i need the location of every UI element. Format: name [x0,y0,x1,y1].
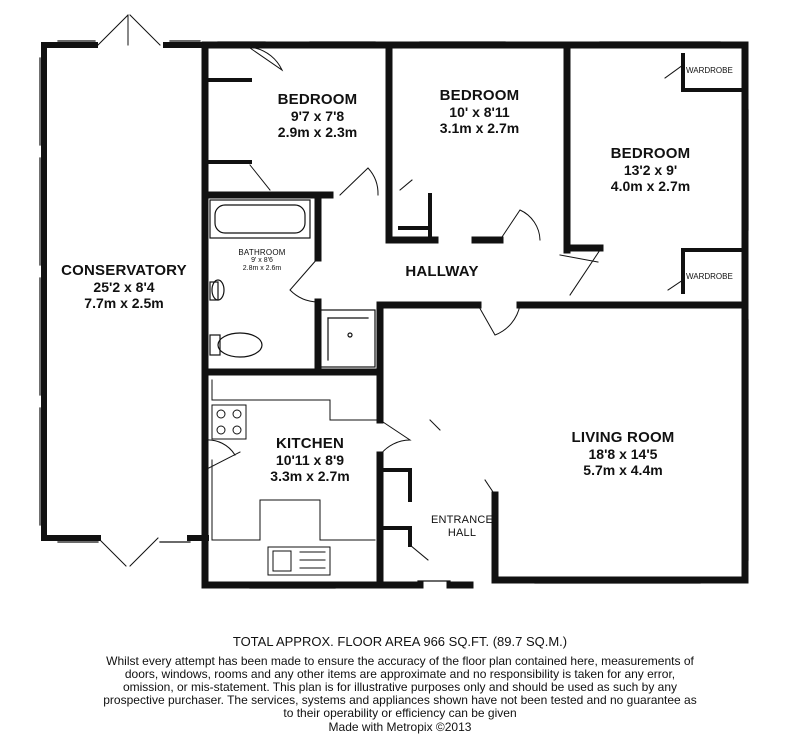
room-name: HALLWAY [405,263,479,280]
room-metric: 7.7m x 2.5m [84,295,164,312]
credit-text: Made with Metropix ©2013 [328,720,472,734]
room-imperial: 9'7 x 7'8 [290,108,345,125]
room-hallway [392,263,492,280]
cupboards [380,195,430,545]
room-name: KITCHEN [275,435,345,452]
room-name: BEDROOM [277,91,358,108]
room-metric: 4.0m x 2.7m [610,178,691,195]
room-name-line1: ENTRANCE [430,514,494,526]
room-metric: 3.3m x 2.7m [270,468,350,485]
room-name: BEDROOM [610,145,691,162]
room-metric: 5.7m x 4.4m [583,462,663,479]
room-bathroom [228,248,296,273]
room-imperial: 25'2 x 8'4 [93,279,155,296]
room-name: CONSERVATORY [61,262,187,279]
room-metric: 2.9m x 2.3m [277,124,358,141]
room-living-room [548,429,698,478]
room-bedroom-3 [583,145,718,194]
room-metric: 2.8m x 2.6m [242,265,282,273]
wardrobe-label-top: WARDROBE [686,66,733,75]
room-imperial: 18'8 x 14'5 [588,446,658,463]
room-name: BEDROOM [439,87,520,104]
room-bedroom-1 [250,91,385,140]
room-bedroom-2 [412,87,547,136]
room-imperial: 10'11 x 8'9 [275,452,345,469]
room-imperial: 10' x 8'11 [449,104,510,121]
room-name: BATHROOM [238,248,286,257]
total-floor-area: TOTAL APPROX. FLOOR AREA 966 SQ.FT. (89.7 SQ.M.) [232,634,568,649]
disclaimer-text: Whilst every attempt has been made to ensure the accuracy of the floor plan contained here, measurements of doors, windows, rooms and any other items are approximate and no responsibility is taken for any error, omission, or mis-statement. This plan is for illustrative purposes only and should be used as such by any prospective purchaser. The services, systems and appliances shown have not been tested and no guarantee as to their operability or efficiency can be given [103,654,697,720]
room-kitchen [245,435,375,484]
plan-footer [0,634,800,734]
room-entrance-hall [423,514,501,539]
room-conservatory [44,262,204,311]
room-name-line2: HALL [447,526,477,539]
room-name: LIVING ROOM [571,429,675,446]
room-imperial: 13'2 x 9' [623,162,678,179]
room-metric: 3.1m x 2.7m [439,120,520,137]
room-imperial: 9' x 8'6 [251,257,273,265]
wardrobe-label-bottom: WARDROBE [686,272,733,281]
bath-fixtures [210,200,375,367]
